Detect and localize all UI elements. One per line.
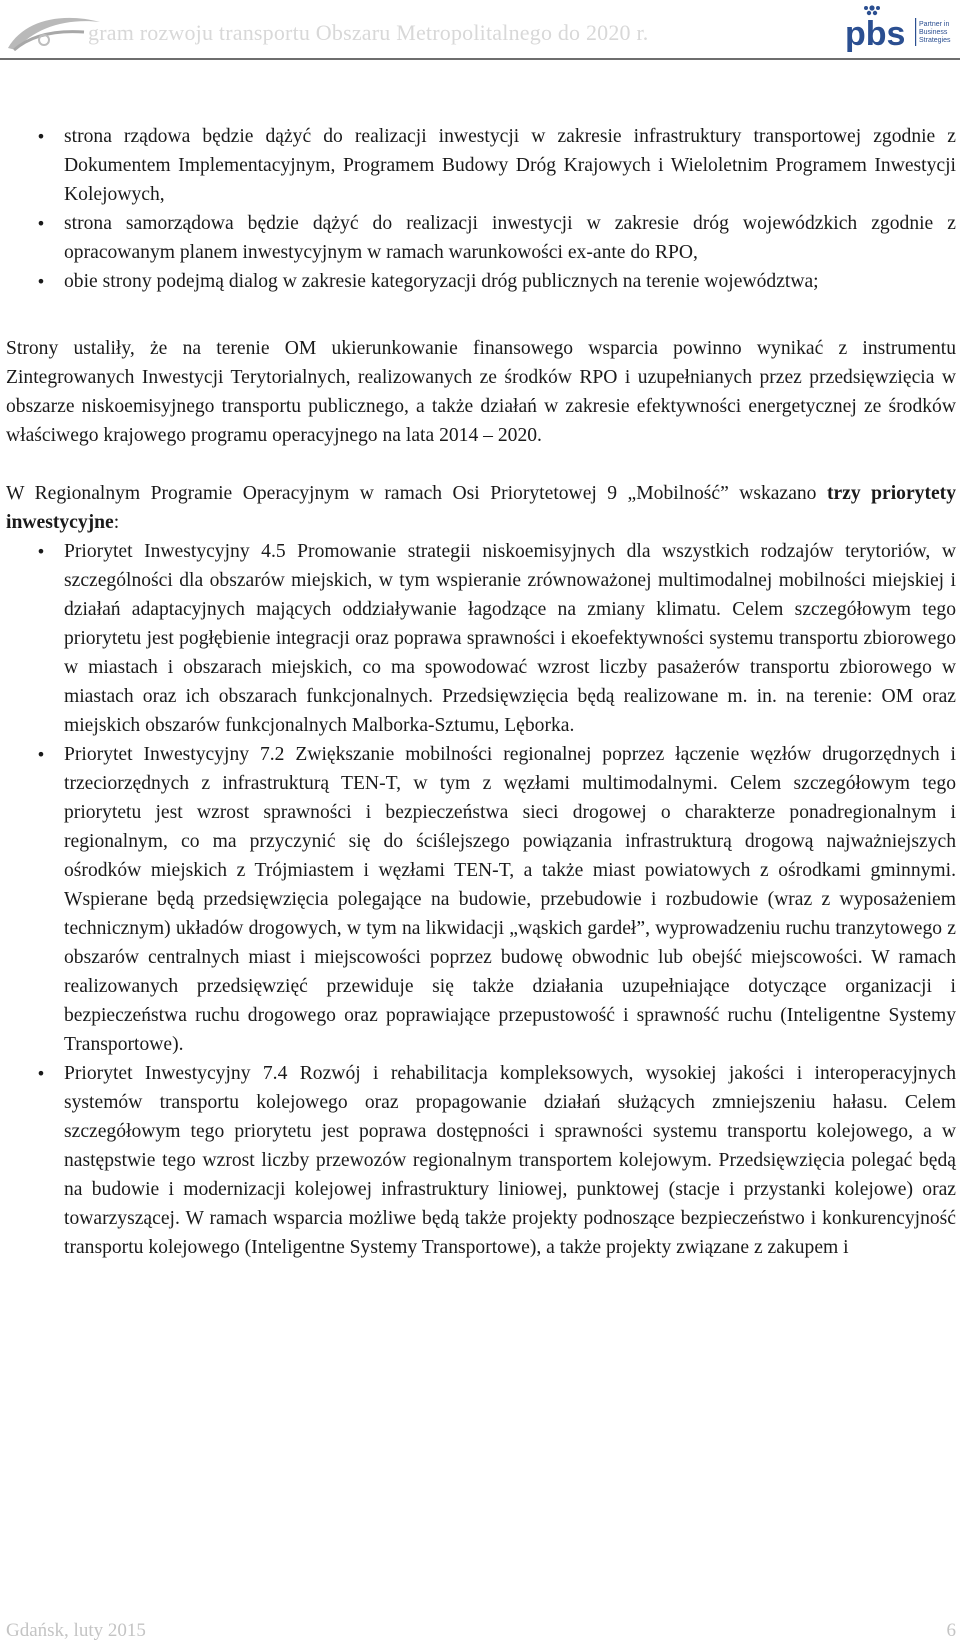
tagline-line-3: Strategies [919, 37, 951, 44]
tagline-line-1: Partner in [919, 21, 950, 28]
footer-place-date: Gdańsk, luty 2015 [6, 1620, 146, 1641]
list-item-text: strona rządowa będzie dążyć do realizacji inwestycji w zakresie infrastruktury transportowej zgodnie z Dokumentem Implementacyjnym, Programem Budowy Dróg Krajowych i Wieloletnim Programem Inwestycji Kolejowych, [64, 126, 956, 205]
list-item [6, 740, 956, 1059]
list-item-text: strona samorządowa będzie dążyć do realizacji inwestycji w zakresie dróg wojewódzkich zgodnie z opracowanym planem inwestycyjnym w ramach warunkowości ex-ante do RPO, [64, 213, 956, 263]
list-item-text: Priorytet Inwestycyjny 4.5 Promowanie strategii niskoemisyjnych dla wszystkich rodzajów terytoriów, w szczególności dla obszarów miejskich, w tym wspieranie zrównoważonej multimodalnej mobilności miejskiej i działań adaptacyjnych mających oddziaływanie łagodzące na zmiany klimatu. Celem szczegółowym tego priorytetu jest pogłębienie integracji oraz poprawa sprawności i ekoefektywności systemu transportu zbiorowego w miastach i obszarach miejskich, co ma spowodować wzrost liczby pasażerów transportu zbiorowego w miastach oraz ich obszarach funkcjonalnych. Przedsięwzięcia będą realizowane m. in. na terenie: OM oraz miejskich obszarów funkcjonalnych Malborka-Sztumu, Lęborka. [64, 541, 956, 736]
page-header [0, 0, 960, 62]
bullet-icon: • [36, 272, 46, 291]
list-item [6, 267, 956, 296]
priorities-list [6, 537, 956, 1262]
tagline-line-2: Business [919, 29, 948, 36]
bullet-icon: • [36, 1064, 46, 1083]
header-divider [0, 58, 960, 60]
bullet-icon: • [36, 214, 46, 233]
bullet-icon: • [36, 745, 46, 764]
list-item-text: Priorytet Inwestycyjny 7.4 Rozwój i rehabilitacja kompleksowych, wysokiej jakości i interoperacyjnych systemów transportu kolejowego oraz propagowanie działań służących zmniejszeniu hałasu. Celem szczegółowym tego priorytetu jest poprawa dostępności i sprawności systemu transportu kolejowego, a w następstwie tego wzrost liczby przewozów regionalnym transportem kolejowym. Przedsięwzięcia polegać będą na budowie i modernizacji kolejowej infrastruktury liniowej, punktowej (stacje i przystanki kolejowe) oraz towarzyszącej. W ramach wsparcia możliwe będą także projekty podnoszące bezpieczeństwo i konkurencyjność transportu kolejowego (Inteligentne Systemy Transportowe), a także projekty związane z zakupem i [64, 1063, 956, 1258]
list-item [6, 1059, 956, 1262]
brand-wordmark: pbs [845, 15, 906, 53]
paragraph-rpo-tail: : [113, 512, 120, 533]
page-body [6, 122, 956, 1262]
paragraph-rpo-emphasis: trzy priorytety inwestycyjne [6, 483, 956, 533]
list-item-text: Priorytet Inwestycyjny 7.2 Zwiększanie mobilności regionalnej poprzez łączenie węzłów drugorzędnych i trzeciorzędnych z infrastrukturą TEN-T, w tym z węzłami multimodalnymi. Celem szczegółowym tego priorytetu jest wzrost sprawności i bezpieczeństwa sieci drogowej o charakterze ponadregionalnym i regionalnym, co ma przyczynić się do ściślejszego powiązania infrastrukturą drogową najważniejszych ośrodków miejskich z Trójmiastem i węzłami TEN-T, a także miast powiatowych z ośrodkami gminnymi. Wspierane będą przedsięwzięcia polegające na budowie, przebudowie i rozbudowie (wraz z wyposażeniem technicznym) układów drogowych, w tym na likwidacji „wąskich gardeł”, wyprowadzeniu ruchu tranzytowego z obszarów centralnych miast i miejscowości poprzez budowę obwodnic lub obejść miejscowości. W ramach realizowanych przedsięwzięć przewiduje się także działania uzupełniające dotyczące organizacji i bezpieczeństwa ruchu drogowego oraz poprawiające przepustowość i sprawność ruchu (Inteligentne Systemy Transportowe). [64, 744, 956, 1055]
document-title: gram rozwoju transportu Obszaru Metropolitalnego do 2020 r. [88, 20, 649, 45]
page-footer [6, 1620, 956, 1642]
bullet-icon: • [36, 542, 46, 561]
commitments-list [6, 122, 956, 296]
paragraph-rpo-lead: W Regionalnym Programie Operacyjnym w ramach Osi Priorytetowej 9 „Mobilność” wskazano [6, 483, 827, 504]
page-number: 6 [946, 1620, 956, 1641]
brand-tagline [919, 21, 959, 45]
paragraph-zit: Strony ustaliły, że na terenie OM ukierunkowanie finansowego wsparcia powinno wynikać z instrumentu Zintegrowanych Inwestycji Terytorialnych, realizowanych ze środków RPO i uzupełnianych przez przedsięwzięcia w obszarze niskoemisyjnego transportu publicznego, a także działań w zakresie efektywności energetycznej ze środków właściwego krajowego programu operacyjnego na lata 2014 – 2020. [6, 338, 956, 446]
bullet-icon: • [36, 127, 46, 146]
list-item [6, 537, 956, 740]
list-item [6, 209, 956, 267]
list-item [6, 122, 956, 209]
paragraph-rpo [6, 479, 956, 537]
list-item-text: obie strony podejmą dialog w zakresie kategoryzacji dróg publicznych na terenie województwa; [64, 271, 819, 292]
